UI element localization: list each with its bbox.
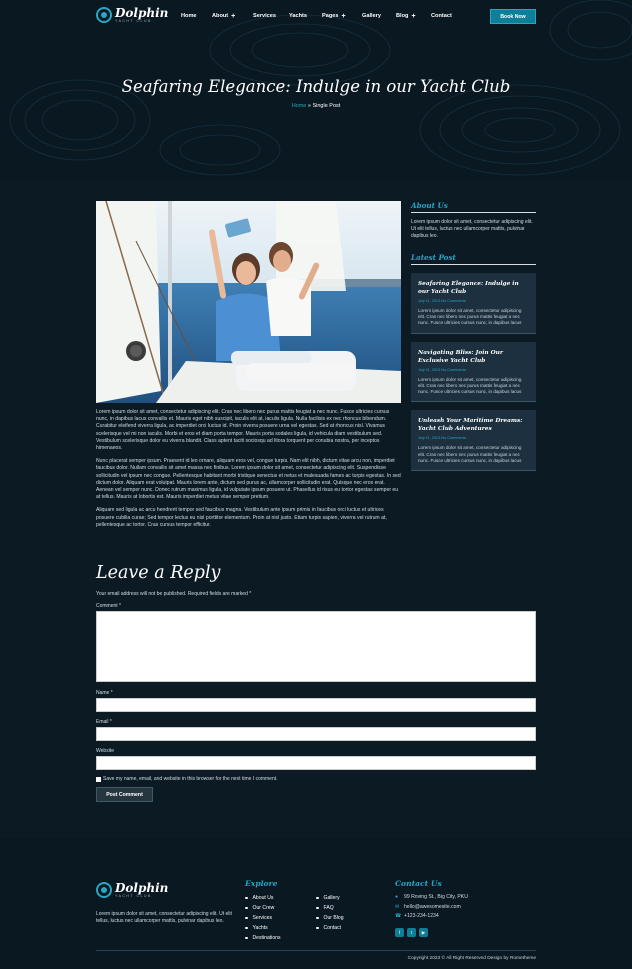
comment-textarea[interactable]: [96, 611, 536, 682]
plus-icon: +: [231, 12, 236, 20]
facebook-icon[interactable]: f: [395, 928, 404, 937]
post-title[interactable]: Unleash Your Maritime Dreams: Yacht Club Adventures: [418, 418, 523, 433]
post-title[interactable]: Seafaring Elegance: Indulge in our Yacht Club: [418, 280, 519, 295]
explore-links-col1: [245, 893, 281, 943]
envelope-icon: ✉: [395, 903, 400, 910]
brand-name: Dolphin: [115, 881, 169, 895]
save-info-label: Save my name, email, and website in this browser for the next time I comment.: [103, 776, 278, 782]
email-field[interactable]: [96, 727, 536, 741]
contact-email[interactable]: hello@awesomesite.com: [404, 903, 461, 910]
nav-home[interactable]: Home: [181, 13, 197, 19]
footer-link[interactable]: About Us: [245, 893, 281, 903]
contact-heading: Contact Us: [395, 879, 442, 888]
breadcrumb: [0, 103, 632, 109]
sidebar: [411, 201, 536, 471]
website-label: Website: [96, 748, 114, 754]
site-footer: [0, 838, 632, 969]
email-label: Email *: [96, 719, 112, 725]
nav-blog[interactable]: Blog +: [396, 12, 416, 20]
main-nav: [181, 13, 452, 19]
footer-link[interactable]: FAQ: [316, 903, 344, 913]
website-field[interactable]: [96, 756, 536, 770]
footer-link[interactable]: Our Blog: [316, 913, 344, 923]
dolphin-logo-icon: [96, 7, 112, 23]
comment-form: [96, 563, 536, 802]
phone-icon: ☎: [395, 913, 402, 920]
hero-banner: [0, 0, 632, 180]
breadcrumb-separator: »: [306, 103, 313, 109]
post-meta: July 11, 2023 No Comments: [418, 298, 466, 303]
article-paragraph: Aliquam sed ligula ac arcu hendrerit tempor sed faucibus magna. Vestibulum ante ipsum primis in faucibus orci luctus et ultrices posuere cubilia curae; Sed tempor lectus eu nisl porttitor elementum. Proin at nisl justo. Etiam turpis sapien, viverra vel rutrum at, pellentesque ac tortor. Cras cursus tempor efficitur.: [96, 507, 387, 528]
latest-post-card[interactable]: [411, 410, 536, 471]
latest-post-card[interactable]: [411, 342, 536, 403]
post-title[interactable]: Navigating Bliss: Join Our Exclusive Yacht Club: [418, 349, 503, 364]
comment-label: Comment *: [96, 603, 122, 609]
featured-image: [96, 201, 401, 403]
plus-icon: +: [411, 12, 416, 20]
nav-pages[interactable]: Pages +: [322, 12, 346, 20]
latest-post-heading: Latest Post: [411, 253, 536, 265]
contact-info: [395, 893, 468, 937]
footer-link[interactable]: Destinations: [245, 933, 281, 943]
nav-services[interactable]: Services: [253, 13, 277, 19]
footer-link[interactable]: Gallery: [316, 893, 344, 903]
footer-link[interactable]: Contact: [316, 923, 344, 933]
brand-tagline: YACHT CLUB: [115, 894, 152, 898]
reply-heading: Leave a Reply: [96, 563, 221, 583]
article-paragraph: Nunc placerat semper ipsum. Praesent id leo ornare, aliquam eros vel, congue turpis. Nam elit nibh, dictum vitae arcu non, imperdiet faucibus dolor. Nullam convallis sit amet massa nec finibus. Lorem ipsum dolor sit amet, consectetur adipiscing elit. Suspendisse sollicitudin vel ipsum nec congue. Pellentesque habitant morbi tristique senectus et netus et malesuada fames ac turpis egestas. In sed dictum dolor. Aliquam erat volutpat. Mauris lorem ante, dictum sed purus ac, ullamcorper sollicitudin erat. Quisque nec eros erat. Aenean vel semper nunc. Donec rutrum maximus ligula, id vulputate ipsum posuere ut. Phasellus id risus eu tortor egestas semper eu at tellus. Mauris at lobortis est. Mauris imperdiet metus vitae semper pretium.: [96, 458, 401, 501]
name-label: Name *: [96, 690, 113, 696]
about-text: Lorem ipsum dolor sit amet, consectetur adipiscing elit. Ut elit tellus, luctus nec ullamcorper mattis, pulvinar dapibus leo.: [411, 219, 533, 240]
article-paragraph: Lorem ipsum dolor sit amet, consectetur adipiscing elit. Cras nec libero nec purus mattis feugiat a nec nunc. Fusce ultricies cursus nunc, in dapibus lacus convallis et. Mauris eget nibh suscipit, iaculis elit at, iaculis ligula. Nulla facilisis ex nec rhoncus bibendum. Curabitur eleifend viverra ligula, ac imperdiet orci luctus id. Proin viverra posuere urna vel egestas. Sed at rhoncus nisl. Vivamus scelerisque vel mi non iaculis. Morbi et eros et diam porta tempor. Mauris porta sodales ligula, id vehicula diam vestibulum sed. Vestibulum scelerisque dolor eu viverra blandit. Class aptent taciti sociosqu ad litora torquent per conubia nostra, per inceptos himenaeos.: [96, 409, 390, 452]
footer-link[interactable]: Services: [245, 913, 281, 923]
article-body: [96, 409, 401, 529]
post-excerpt: Lorem ipsum dolor sit amet, consectetur adipiscing elit. Cras nec libero nec purus mattis feugiat a nec nunc. Fusce ultricies cursus nunc, in dapibus lacus: [418, 376, 522, 395]
footer-link[interactable]: Our Crew: [245, 903, 281, 913]
plus-icon: +: [341, 12, 346, 20]
contact-phone[interactable]: +123-234-1234: [404, 913, 439, 920]
location-pin-icon: ●: [395, 894, 399, 900]
post-excerpt: Lorem ipsum dolor sit amet, consectetur adipiscing elit. Cras nec libero nec purus mattis feugiat a nec nunc. Fusce ultricies cursus nunc, in dapibus lacus: [418, 307, 522, 326]
footer-divider: [96, 950, 536, 951]
social-links: [395, 928, 468, 938]
brand-name: Dolphin: [115, 6, 169, 20]
save-info-checkbox[interactable]: [96, 777, 101, 782]
reply-note: Your email address will not be published. Required fields are marked *: [96, 591, 252, 597]
youtube-icon[interactable]: ▶: [419, 928, 428, 937]
post-meta: July 11, 2023 No Comments: [418, 436, 466, 441]
latest-post-card[interactable]: [411, 273, 536, 334]
explore-heading: Explore: [245, 879, 278, 888]
page-title: Seafaring Elegance: Indulge in our Yacht Club: [121, 77, 511, 96]
book-now-button[interactable]: Book Now: [490, 9, 536, 24]
nav-about[interactable]: About +: [212, 12, 236, 20]
nav-yachts[interactable]: Yachts: [289, 13, 308, 19]
name-field[interactable]: [96, 698, 536, 712]
explore-links-col2: [316, 893, 344, 933]
nav-gallery[interactable]: Gallery: [362, 13, 381, 19]
brand-tagline: YACHT CLUB: [115, 19, 152, 23]
post-excerpt: Lorem ipsum dolor sit amet, consectetur adipiscing elit. Cras nec libero nec purus mattis feugiat a nec nunc. Fusce ultricies cursus nunc, in dapibus lacus: [418, 445, 522, 463]
post-meta: July 11, 2023 No Comments: [418, 367, 466, 372]
about-heading: About Us: [411, 201, 536, 213]
contact-address: 99 Roving St., Big City, PKU: [404, 894, 468, 900]
footer-link[interactable]: Yachts: [245, 923, 281, 933]
footer-about-text: Lorem ipsum dolor sit amet, consectetur adipiscing elit. Ut elit tellus, luctus nec ullamcorper mattis, pulvinar dapibus leo.: [96, 911, 232, 925]
twitter-icon[interactable]: t: [407, 928, 416, 937]
post-comment-button[interactable]: Post Comment: [96, 787, 153, 802]
footer-logo[interactable]: [96, 882, 168, 899]
copyright: Copyright 2023 © All Right Reserved Design by Rometheme: [407, 956, 536, 961]
site-logo[interactable]: [96, 7, 168, 24]
breadcrumb-current: Single Post: [312, 103, 341, 109]
article: [96, 201, 401, 529]
dolphin-logo-icon: [96, 882, 112, 898]
nav-contact[interactable]: Contact: [431, 13, 452, 19]
breadcrumb-home[interactable]: Home: [291, 103, 307, 109]
